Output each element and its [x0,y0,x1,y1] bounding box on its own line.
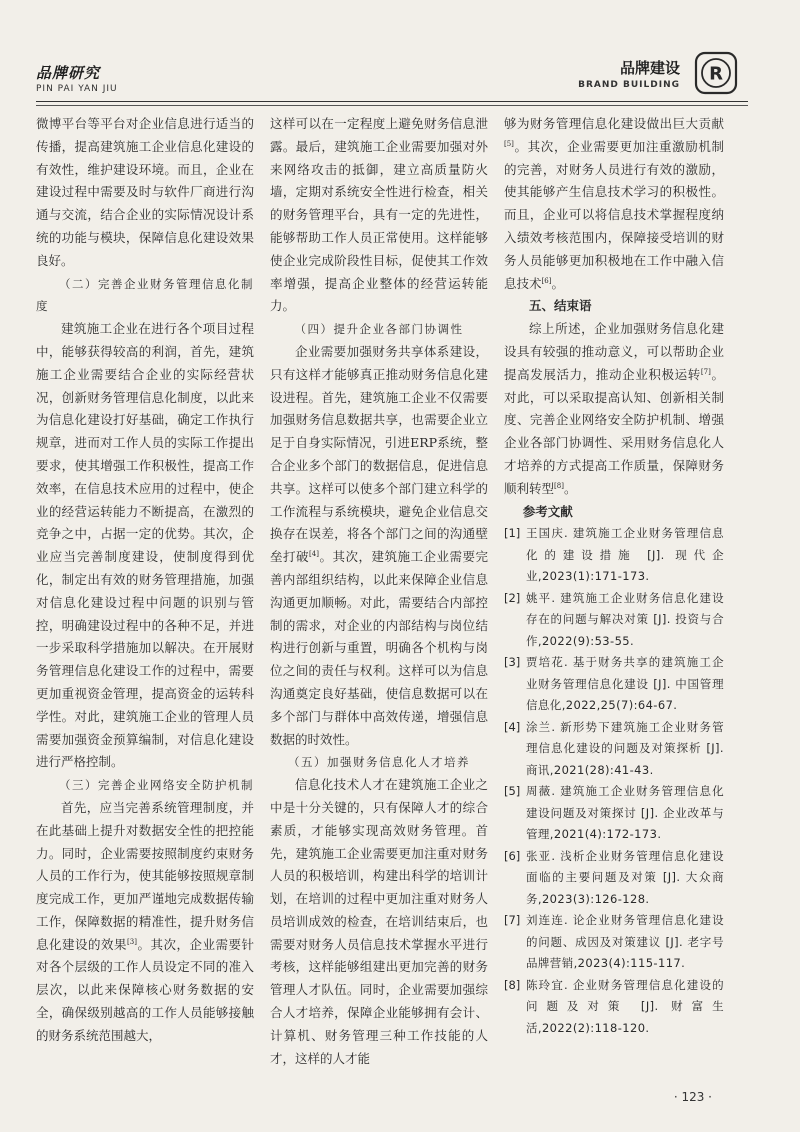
journal-title-cn: 品牌研究 [36,64,101,82]
reference-text: 周薇. 建筑施工企业财务管理信息化建设问题及对策探讨 [J]. 企业改革与管理,2021(4):172-173. [526,784,724,842]
paragraph-text: 够为财务管理信息化建设做出巨大贡献 [504,116,724,131]
paragraph-text: 。其次，企业需要针对各个层级的工作人员设定不同的准入层次，以此来保障核心财务数据的安全，确保级别越高的工作人员能够接触的财务系统范围越大， [36,936,254,1043]
paragraph-text: 首先，应当完善系统管理制度，并在此基础上提升对数据安全性的把控能力。同时，企业需要按照制度约束财务人员的工作行为，使其能够按照规章制度完成工作，更加严谨地完成数据传输工作，保障数据的精准性，提升财务信息化建设的效果 [36,799,254,952]
reference-item [504,781,724,846]
header-rule-thin [36,105,748,106]
reference-text: 陈玲宜. 企业财务管理信息化建设的问题及对策 [J]. 财富生活,2022(2):118-120. [526,977,724,1035]
section-header [578,57,680,90]
reference-text: 刘连连. 论企业财务管理信息化建设的问题、成因及对策建议 [J]. 老字号品牌营销,2023(4):115-117. [526,913,724,971]
reference-number: [2] [504,590,521,605]
citation-ref: [7] [700,367,711,376]
citation-ref: [8] [554,481,564,490]
reference-text: 张亚. 浅析企业财务管理信息化建设面临的主要问题及对策 [J]. 大众商务,2023(3):126-128. [526,848,724,906]
subheading: （三）完善企业网络安全防护机制 [59,778,254,793]
paragraph: 微博平台等平台对企业信息进行适当的传播，提高建筑施工企业信息化建设的有效性，维护建设环境。而且，企业在建设过程中需要及时与软件厂商进行沟通与交流，结合企业的实际情况设计系统的功能与模块，保障信息化建设效果良好。 [36,116,254,268]
paragraph-text: 。其次，企业需要更加注重激励机制的完善，对财务人员进行有效的激励，使其能够产生信息技术学习的积极性。而且，企业可以将信息技术掌握程度纳入绩效考核范围内，保障接受培训的财务人员能够更加积极地在工作中融入信息技术 [504,138,724,291]
reference-text: 涂兰. 新形势下建筑施工企业财务管理信息化建设的问题及对策探析 [J]. 商讯,2021(28):41-43. [526,719,724,777]
reference-item [504,910,724,975]
reference-number: [8] [504,977,521,992]
subheading: （二）完善企业财务管理信息化制度 [36,276,254,314]
section-heading-conclusion: 五、结束语 [529,298,592,314]
registered-mark-letter: R [709,63,723,85]
reference-text: 贾培花. 基于财务共享的建筑施工企业财务管理信息化建设 [J]. 中国管理信息化,2022,25(7):64-67. [526,655,724,713]
subheading: （五）加强财务信息化人才培养 [288,755,470,770]
column-1 [36,113,254,1048]
citation-ref: [6] [541,276,552,285]
reference-item [504,846,724,911]
header-rule [36,101,748,102]
paragraph-text: 。 [551,275,564,291]
paragraph [504,318,724,500]
reference-number: [6] [504,848,521,863]
section-title-en: BRAND BUILDING [578,80,680,90]
reference-number: [7] [504,913,521,928]
reference-number: [5] [504,784,521,799]
paragraph [504,113,724,295]
citation-ref: [3] [127,937,137,946]
citation-ref: [4] [309,550,319,559]
reference-item [504,588,724,653]
section-title-cn: 品牌建设 [619,59,680,77]
paragraph-text: 。其次，建筑施工企业需要完善内部组织结构，以此来保障企业信息沟通更加顺畅。对此，需要结合内部控制的需求，对企业的内部结构与岗位结构进行创新与重置，明确各个机构与岗位之间的责任与权利。这样可以为信息沟通奠定良好基础，使信息数据可以在多个部门与群体中高效传递，增强信息数据的时效性。 [270,549,488,747]
journal-header [36,62,118,94]
reference-text: 王国庆. 建筑施工企业财务管理信息化的建设措施 [J]. 现代企业,2023(1):171-173. [526,526,724,584]
paragraph [36,797,254,1048]
paragraph [270,341,488,751]
references-heading: 参考文献 [522,503,573,519]
paragraph-text: 。 [563,480,577,496]
reference-text: 姚平. 建筑施工企业财务信息化建设存在的问题与解决对策 [J]. 投资与合作,2022(9):53-55. [526,590,724,648]
reference-item [504,975,724,1040]
paragraph-text: 综上所述，企业加强财务信息化建设具有较强的推动意义，可以帮助企业提高发展活力，推动企业积极运转 [504,321,724,382]
reference-item [504,717,724,782]
citation-ref: [5] [504,139,514,148]
reference-item [504,523,724,588]
reference-number: [3] [504,655,521,670]
subheading: （四）提升企业各部门协调性 [294,322,464,337]
paragraph: 建筑施工企业在进行各个项目过程中，能够获得较高的利润，首先，建筑施工企业需要结合企业的实际经营状况，创新财务管理信息化制度，以此来为信息化建设打好基础，确定工作执行规章，进而对工作人员的实际工作提出要求，使其增强工作积极性，提高工作效率，在信息技术应用的过程中，使企业的经营运转能力不断提高，在激烈的竞争之中，占据一定的优势。其次，企业应当完善制度建设，使制度得到优化，制定出有效的财务管理措施，加强对信息化建设过程中问题的识别与管控，明确建设过程中的各种不足，并进一步采取科学措施加以解决。在开展财务管理信息化建设工作的过程中，需要更加重视资金管理，提高资金的运转科学性。对此，建筑施工企业的管理人员需要加强资金预算编制，对信息化建设进行严格控制。 [36,321,254,770]
paragraph-text: 企业需要加强财务共享体系建设，只有这样才能够真正推动财务信息化建设进程。首先，建筑施工企业不仅需要加强财务信息数据共享，也需要企业立足于自身实际情况，引进ERP系统，整合企业多个部门的数据信息，促进信息共享。这样可以使多个部门建立科学的工作流程与系统模块，避免企业信息交换存在误差，将各个部门之间的沟通壁垒打破 [270,343,488,565]
registered-mark-icon [694,51,738,95]
paragraph-text: 。对此，可以采取提高认知、创新相关制度、完善企业网络安全防护机制、增强企业各部门协调性、采用财务信息化人才培养的方式提高工作质量，保障财务顺利转型 [504,366,724,496]
column-3 [504,113,724,1039]
column-2 [270,113,488,1070]
reference-list [504,523,724,1039]
reference-number: [1] [504,526,521,541]
reference-item [504,652,724,717]
reference-number: [4] [504,719,521,734]
paragraph: 这样可以在一定程度上避免财务信息泄露。最后，建筑施工企业需要加强对外来网络攻击的抵御，建立高质量防火墙，定期对系统安全性进行检查，相关的财务管理平台，具有一定的先进性，能够帮助工作人员正常使用。这样能够使企业完成阶段性目标，促使其工作效率增强，提高企业整体的经营运转能力。 [270,116,488,314]
page-number: · 123 · [673,1090,712,1104]
paragraph: 信息化技术人才在建筑施工企业之中是十分关键的，只有保障人才的综合素质，才能够实现高效财务管理。首先，建筑施工企业需要更加注重对财务人员的积极培训，构建出科学的培训计划，在培训的过程中更加注重对财务人员培训成效的检查，在培训结束后，也需要对财务人员信息技术掌握水平进行考核，这样能够组建出更加完善的财务管理人才队伍。同时，企业需要加强综合人才培养，保障企业能够拥有会计、计算机、财务管理三种工作技能的人才，这样的人才能 [270,777,488,1066]
journal-title-en: PIN PAI YAN JIU [36,84,118,94]
